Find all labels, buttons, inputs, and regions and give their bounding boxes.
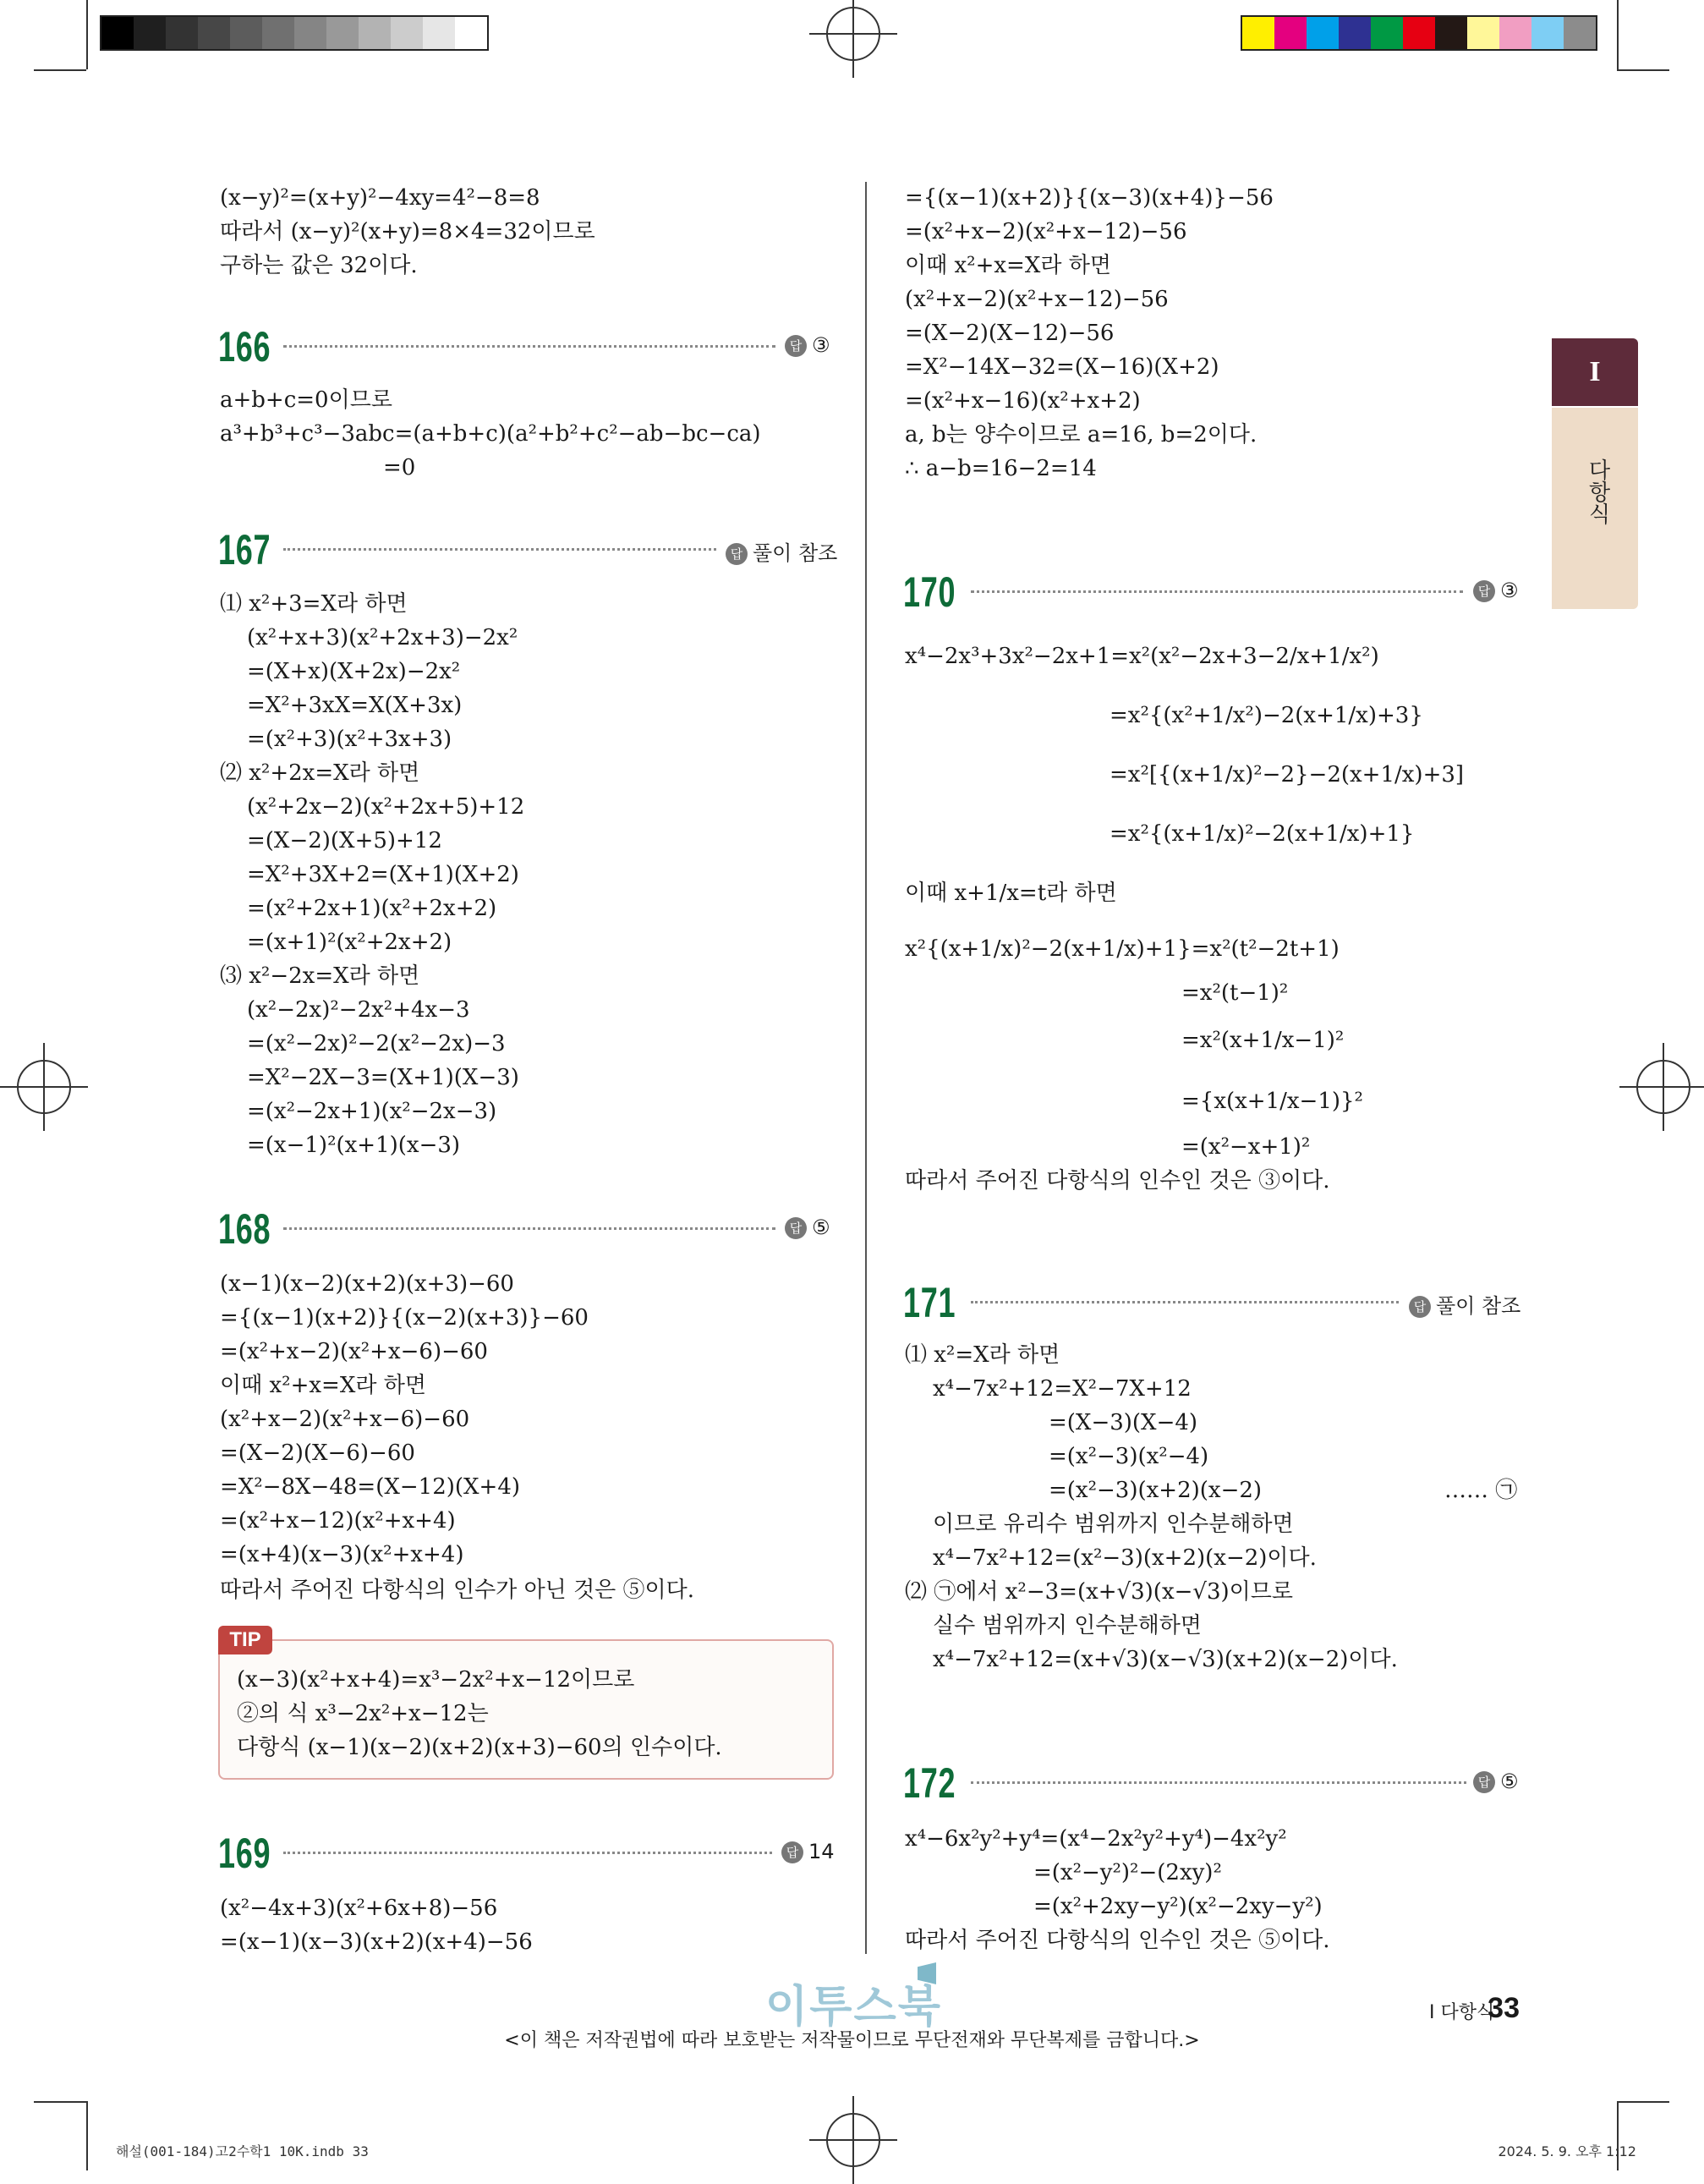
solution-line: =(X−3)(X−4): [1049, 1410, 1198, 1435]
leader-dots: [283, 1227, 775, 1230]
solution-line: (x−1)(x−2)(x+2)(x+3)−60: [220, 1271, 514, 1297]
copyright-notice: <이 책은 저작권법에 따라 보호받는 저작물이므로 무단전재와 무단복제를 금합니다.>: [504, 2030, 1200, 2051]
solution-line: ⑴ x²+3=X라 하면: [220, 591, 408, 617]
color-swatch: [294, 17, 326, 49]
solution-line: =(x²+2xy−y²)(x²−2xy−y²): [1033, 1894, 1323, 1919]
solution-line: ⑵ x²+2x=X라 하면: [220, 760, 420, 786]
registration-mark-icon: [826, 2113, 880, 2167]
tip-line: (x−3)(x²+x+4)=x³−2x²+x−12이므로: [237, 1667, 635, 1693]
crop-mark: [34, 69, 86, 71]
problem-number: 169: [218, 1830, 271, 1877]
solution-line: =x²(t−1)²: [1181, 980, 1289, 1006]
color-swatch: [1499, 17, 1531, 49]
solution-line: =(x+1)²(x²+2x+2): [247, 930, 452, 955]
solution-line: =x²{(x+1/x)²−2(x+1/x)+1}: [1110, 821, 1415, 847]
problem-number: 167: [218, 526, 271, 573]
solution-line: =(x²+3)(x²+3x+3): [247, 727, 452, 752]
solution-line: 따라서 주어진 다항식의 인수가 아닌 것은 ⑤이다.: [220, 1578, 695, 1603]
color-swatch-bar: [1241, 15, 1597, 51]
registration-mark-icon: [1636, 1060, 1690, 1114]
leader-dots: [971, 1781, 1466, 1784]
color-swatch: [262, 17, 294, 49]
page-number: 33: [1488, 1992, 1520, 2024]
solution-line: x⁴−2x³+3x²−2x+1=x²(x²−2x+3−2/x+1/x²): [905, 644, 1379, 669]
solution-line: x⁴−6x²y²+y⁴=(x⁴−2x²y²+y⁴)−4x²y²: [905, 1826, 1287, 1852]
color-swatch: [1467, 17, 1499, 49]
leader-dots: [971, 590, 1463, 593]
solution-line: 따라서 주어진 다항식의 인수인 것은 ⑤이다.: [905, 1928, 1330, 1953]
solution-line: 이므로 유리수 범위까지 인수분해하면: [933, 1512, 1294, 1537]
solution-line: (x²+x−2)(x²+x−12)−56: [905, 287, 1169, 312]
color-swatch: [1307, 17, 1339, 49]
color-swatch: [326, 17, 359, 49]
leader-dots: [283, 345, 775, 348]
solution-line: =x²[{(x+1/x)²−2}−2(x+1/x)+3]: [1110, 762, 1465, 787]
color-swatch: [391, 17, 423, 49]
answer-badge: 답: [726, 543, 748, 565]
answer-badge: 답: [785, 335, 807, 357]
color-swatch: [1339, 17, 1371, 49]
crop-mark: [1617, 2101, 1669, 2103]
crop-mark: [86, 0, 88, 69]
solution-line: =(x²−2x+1)(x²−2x−3): [247, 1099, 497, 1124]
print-date: 2024. 5. 9. 오후 1:12: [1498, 2143, 1636, 2159]
problem-number: 168: [218, 1205, 271, 1253]
chapter-tab: I: [1552, 338, 1638, 406]
grayscale-swatch-bar: [100, 15, 489, 51]
page-label: I 다항식: [1429, 2002, 1495, 2023]
crop-mark: [1617, 69, 1669, 71]
answer: [726, 536, 837, 566]
solution-line: x⁴−7x²+12=(x²−3)(x+2)(x−2)이다.: [933, 1545, 1317, 1571]
solution-line: ⑶ x²−2x=X라 하면: [220, 963, 420, 989]
color-swatch: [134, 17, 166, 49]
solution-line: =x²(x+1/x−1)²: [1181, 1028, 1345, 1053]
crop-mark: [1617, 0, 1619, 69]
answer: [785, 333, 830, 357]
leader-dots: [283, 1852, 772, 1854]
answer-value: 14: [808, 1840, 835, 1863]
answer-badge: 답: [1473, 1771, 1495, 1793]
answer-badge: 답: [1473, 580, 1495, 602]
intro-line: 따라서 (x−y)²(x+y)=8×4=32이므로: [220, 219, 595, 244]
color-swatch: [1531, 17, 1564, 49]
answer-badge: 답: [781, 1841, 803, 1863]
solution-line: ∴ a−b=16−2=14: [905, 456, 1097, 481]
answer-value: ③: [812, 333, 830, 357]
solution-line: ={(x−1)(x+2)}{(x−2)(x+3)}−60: [220, 1305, 589, 1331]
solution-line: (x²−2x)²−2x²+4x−3: [247, 997, 470, 1023]
answer: [781, 1840, 835, 1863]
chapter-title-tab: [1552, 408, 1638, 609]
color-swatch: [230, 17, 262, 49]
solution-line: =(x²−2x)²−2(x²−2x)−3: [247, 1031, 506, 1056]
solution-line: ⑵ ㉠에서 x²−3=(x+√3)(x−√3)이므로: [905, 1579, 1293, 1605]
color-swatch: [359, 17, 391, 49]
color-swatch: [166, 17, 198, 49]
solution-line: =(X−2)(X−12)−56: [905, 321, 1115, 346]
color-swatch: [1564, 17, 1596, 49]
solution-line: =(X+x)(X+2x)−2x²: [247, 659, 461, 684]
answer: [1473, 1770, 1519, 1793]
problem-number: 166: [218, 323, 271, 370]
problem-number: 170: [903, 568, 956, 616]
solution-line: =(x²+x−12)(x²+x+4): [220, 1508, 456, 1534]
solution-line: a³+b³+c³−3abc=(a+b+c)(a²+b²+c²−ab−bc−ca): [220, 421, 761, 447]
solution-line: ={x(x+1/x−1)}²: [1181, 1089, 1363, 1114]
solution-line: ⑴ x²=X라 하면: [905, 1342, 1060, 1368]
solution-line: =(x²+x−2)(x²+x−6)−60: [220, 1339, 488, 1364]
color-swatch: [455, 17, 487, 49]
leader-dots: [971, 1301, 1399, 1303]
chapter-title: 다항식: [1585, 458, 1610, 524]
solution-line: a+b+c=0이므로: [220, 387, 392, 413]
solution-line: x⁴−7x²+12=(x+√3)(x−√3)(x+2)(x−2)이다.: [933, 1647, 1398, 1672]
leader-dots: [283, 548, 716, 551]
tip-line: ②의 식 x³−2x²+x−12는: [237, 1701, 489, 1726]
solution-line: =(x+4)(x−3)(x²+x+4): [220, 1542, 464, 1567]
answer-value: 풀이 참조: [753, 541, 838, 565]
color-swatch: [1435, 17, 1467, 49]
answer-value: 풀이 참조: [1436, 1294, 1521, 1318]
crop-mark: [86, 2101, 88, 2170]
answer: [1409, 1289, 1520, 1319]
color-swatch: [1274, 17, 1307, 49]
column-divider: [865, 182, 867, 1954]
answer: [1473, 579, 1519, 602]
solution-line: x²{(x+1/x)²−2(x+1/x)+1}=x²(t²−2t+1): [905, 936, 1340, 962]
problem-number: 172: [903, 1759, 956, 1807]
answer-badge: 답: [785, 1217, 807, 1239]
solution-line: 이때 x²+x=X라 하면: [905, 253, 1111, 278]
solution-line: ={(x−1)(x+2)}{(x−3)(x+4)}−56: [905, 185, 1274, 211]
color-swatch: [1371, 17, 1403, 49]
solution-line: =(x²+x−16)(x²+x+2): [905, 388, 1141, 414]
solution-line: (x²+x+3)(x²+2x+3)−2x²: [247, 625, 518, 650]
solution-line: =(X−2)(X−6)−60: [220, 1440, 415, 1466]
solution-line: =X²−14X−32=(X−16)(X+2): [905, 354, 1219, 380]
color-swatch: [1242, 17, 1274, 49]
color-swatch: [198, 17, 230, 49]
publisher-logo: 이투스북: [765, 1982, 942, 2033]
crop-mark: [34, 2101, 86, 2103]
registration-mark-icon: [826, 7, 880, 61]
solution-line: =X²−8X−48=(X−12)(X+4): [220, 1474, 520, 1500]
solution-line: =(x²−y²)²−(2xy)²: [1033, 1860, 1222, 1885]
solution-line: =X²−2X−3=(X+1)(X−3): [247, 1065, 519, 1090]
solution-line: 이때 x²+x=X라 하면: [220, 1373, 426, 1398]
equation-marker: …… ㉠: [1444, 1478, 1518, 1503]
answer: [785, 1215, 830, 1239]
solution-line: =X²+3xX=X(X+3x): [247, 693, 463, 718]
answer-badge: 답: [1409, 1296, 1431, 1318]
solution-line: =(x²−3)(x²−4): [1049, 1444, 1209, 1469]
solution-line: (x²+x−2)(x²+x−6)−60: [220, 1407, 470, 1432]
answer-value: ⑤: [812, 1215, 830, 1239]
solution-line: =x²{(x²+1/x²)−2(x+1/x)+3}: [1110, 703, 1423, 728]
solution-line: =0: [383, 455, 416, 480]
solution-line: =(x−1)²(x+1)(x−3): [247, 1133, 461, 1158]
answer-value: ③: [1500, 579, 1519, 602]
color-swatch: [101, 17, 134, 49]
print-file-name: 해설(001-184)고2수학1 10K.indb 33: [116, 2143, 369, 2159]
registration-mark-icon: [17, 1060, 71, 1114]
solution-line: =(x²+x−2)(x²+x−12)−56: [905, 219, 1187, 244]
solution-line: (x²+2x−2)(x²+2x+5)+12: [247, 794, 525, 820]
tip-label: TIP: [218, 1626, 272, 1654]
problem-number: 171: [903, 1279, 956, 1326]
solution-line: =(x²+2x+1)(x²+2x+2): [247, 896, 497, 921]
tip-line: 다항식 (x−1)(x−2)(x+2)(x+3)−60의 인수이다.: [237, 1735, 722, 1760]
color-swatch: [423, 17, 455, 49]
solution-line: =(x²−3)(x+2)(x−2): [1049, 1478, 1263, 1503]
solution-line: 실수 범위까지 인수분해하면: [933, 1613, 1202, 1638]
solution-line: 따라서 주어진 다항식의 인수인 것은 ③이다.: [905, 1168, 1330, 1194]
solution-line: =(x−1)(x−3)(x+2)(x+4)−56: [220, 1929, 533, 1955]
solution-line: =(x²−x+1)²: [1181, 1134, 1311, 1160]
solution-line: (x²−4x+3)(x²+6x+8)−56: [220, 1896, 498, 1921]
intro-line: (x−y)²=(x+y)²−4xy=4²−8=8: [220, 185, 540, 211]
solution-line: 이때 x+1/x=t라 하면: [905, 881, 1117, 906]
solution-line: =X²+3X+2=(X+1)(X+2): [247, 862, 519, 887]
answer-value: ⑤: [1500, 1770, 1519, 1793]
solution-line: a, b는 양수이므로 a=16, b=2이다.: [905, 422, 1257, 447]
solution-line: =(X−2)(X+5)+12: [247, 828, 442, 853]
intro-line: 구하는 값은 32이다.: [220, 253, 418, 278]
color-swatch: [1403, 17, 1435, 49]
solution-line: x⁴−7x²+12=X²−7X+12: [933, 1376, 1192, 1402]
